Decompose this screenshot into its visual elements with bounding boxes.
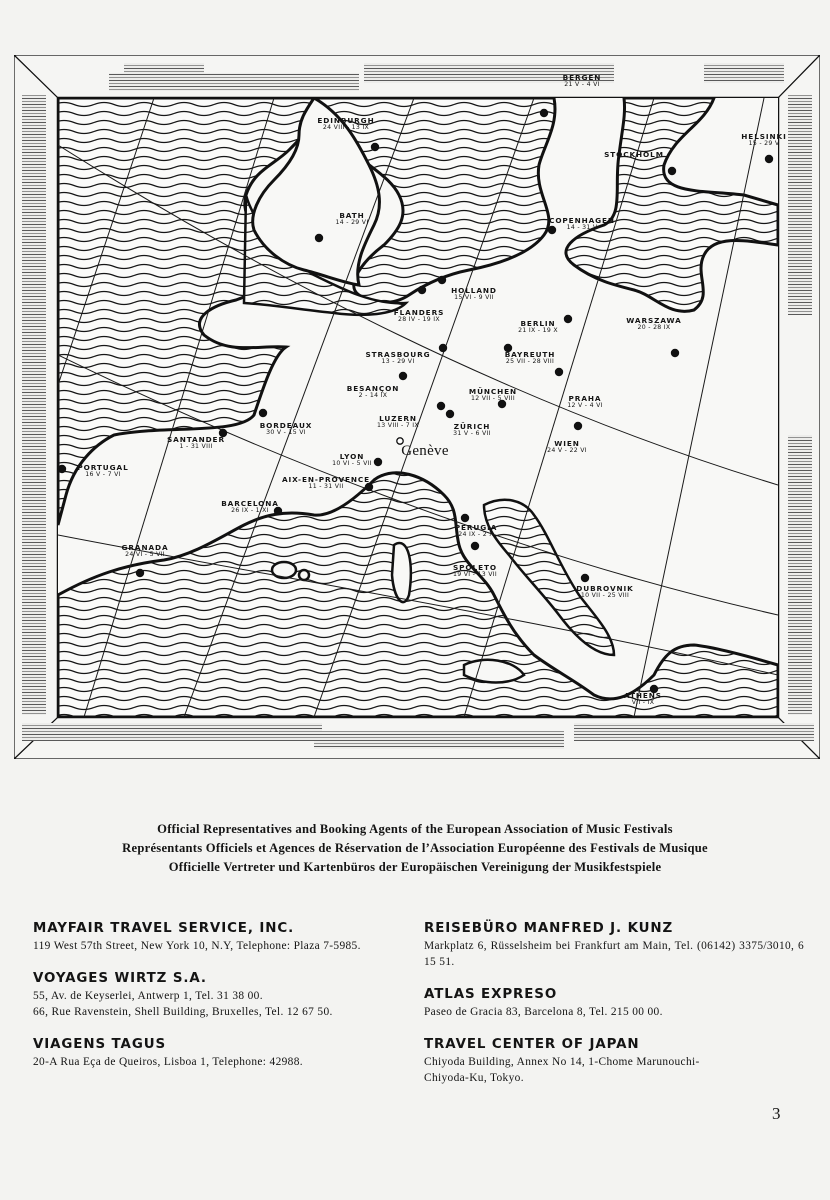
city-name: PRAHA bbox=[568, 394, 602, 403]
agent-name: TRAVEL CENTER OF JAPAN bbox=[424, 1037, 640, 1052]
agent-address-line: Markplatz 6, Rüsselsheim bei Frankfurt am Main, Tel. (06142) 3375/3010, 6 15 51. bbox=[424, 940, 804, 968]
festival-dates: 14 - 29 VI bbox=[335, 218, 369, 226]
city-label-warszawa bbox=[626, 317, 681, 331]
festival-dates: 15 - 29 V bbox=[748, 139, 780, 147]
city-label-geneve bbox=[401, 444, 449, 460]
city-name: PORTUGAL bbox=[77, 463, 129, 472]
agents-left-column bbox=[33, 920, 403, 1086]
festival-dates: 13 - 29 VI bbox=[381, 357, 415, 365]
city-name: SPOLETO bbox=[453, 563, 497, 572]
city-name: STRASBOURG bbox=[365, 350, 431, 359]
city-name: PERUGIA bbox=[454, 523, 498, 532]
city-label-bordeaux bbox=[260, 422, 313, 436]
city-marker-helsinki bbox=[765, 155, 773, 163]
agent-address-line: Paseo de Gracia 83, Barcelona 8, Tel. 215 00 00. bbox=[424, 1006, 663, 1018]
agent-address-line: 66, Rue Ravenstein, Shell Building, Bruxelles, Tel. 12 67 50. bbox=[33, 1006, 333, 1018]
city-name: BAYREUTH bbox=[504, 350, 556, 359]
city-marker-spoleto bbox=[471, 542, 479, 550]
city-marker-portugal bbox=[58, 465, 66, 473]
city-marker-warszawa bbox=[671, 349, 679, 357]
city-label-bath bbox=[336, 212, 369, 226]
city-marker-edinburgh bbox=[371, 143, 379, 151]
agent-name: MAYFAIR TRAVEL SERVICE, INC. bbox=[33, 921, 295, 936]
festival-dates: 12 VII - 5 VIII bbox=[471, 394, 515, 402]
city-label-besancon bbox=[347, 385, 399, 399]
city-name: SANTANDER bbox=[167, 435, 225, 444]
city-label-munchen bbox=[469, 388, 517, 402]
map-graphic bbox=[14, 55, 820, 759]
city-label-stockholm bbox=[604, 151, 664, 159]
page-number: 3 bbox=[772, 1104, 781, 1123]
city-label-copenhagen bbox=[549, 217, 615, 231]
city-marker-berlin bbox=[564, 315, 572, 323]
city-marker-praha bbox=[555, 368, 563, 376]
city-marker-holland bbox=[438, 276, 446, 284]
city-label-spoleto bbox=[453, 564, 497, 578]
agent-name: REISEBÜRO MANFRED J. KUNZ bbox=[424, 921, 674, 936]
heading-german: Officielle Vertreter und Kartenbüros der Europäischen Vereinigung der Musikfestspiele bbox=[168, 860, 662, 874]
festival-dates: 30 V - 15 VI bbox=[266, 428, 306, 436]
festival-dates: 10 VI - 5 VII bbox=[332, 459, 372, 467]
city-name: WIEN bbox=[554, 439, 580, 448]
city-name: FLANDERS bbox=[393, 308, 445, 317]
agent-entry bbox=[424, 986, 804, 1020]
festival-dates: 19 VI - 13 VII bbox=[453, 570, 497, 578]
city-name: STOCKHOLM bbox=[604, 150, 664, 159]
festival-dates: 1 - 31 VIII bbox=[179, 442, 213, 450]
festival-dates: 28 IV - 19 IX bbox=[398, 315, 440, 323]
city-label-athens bbox=[624, 692, 662, 706]
city-marker-besancon bbox=[399, 372, 407, 380]
festival-dates: 24 IX - 2 X bbox=[458, 530, 494, 538]
festival-dates: 2 - 14 IX bbox=[358, 391, 388, 399]
city-name: COPENHAGEN bbox=[549, 216, 615, 225]
city-marker-strasbourg bbox=[439, 344, 447, 352]
city-marker-granada bbox=[136, 569, 144, 577]
festival-dates: 12 V - 4 VI bbox=[567, 401, 603, 409]
city-marker-wien bbox=[574, 422, 582, 430]
agent-entry bbox=[33, 1036, 403, 1070]
agent-entry bbox=[424, 920, 804, 970]
city-marker-perugia bbox=[461, 514, 469, 522]
city-name: BERGEN bbox=[562, 73, 602, 82]
festival-map bbox=[14, 55, 820, 759]
agent-entry bbox=[424, 1036, 804, 1086]
city-name: DUBROVNIK bbox=[576, 584, 634, 593]
agent-entry bbox=[33, 920, 403, 954]
festival-dates: 24 V - 22 VI bbox=[547, 446, 587, 454]
festival-dates: 20 - 28 IX bbox=[637, 323, 671, 331]
agent-address-line: 20-A Rua Eça de Queiros, Lisboa 1, Telephone: 42988. bbox=[33, 1056, 303, 1068]
city-name: AIX-EN-PROVENCE bbox=[281, 475, 371, 484]
agent-name: VOYAGES WIRTZ S.A. bbox=[33, 971, 207, 986]
city-name: ATHENS bbox=[624, 691, 662, 700]
agent-address-line: 55, Av. de Keyserlei, Antwerp 1, Tel. 31 38 00. bbox=[33, 990, 263, 1002]
festival-dates: 10 VII - 25 VIII bbox=[580, 591, 630, 599]
festival-dates: 21 V - 4 VI bbox=[564, 80, 600, 88]
city-name: MÜNCHEN bbox=[468, 387, 518, 396]
festival-dates: 25 VII - 28 VIII bbox=[505, 357, 555, 365]
city-name: ZÜRICH bbox=[453, 422, 491, 431]
agent-address-line: Chiyoda-Ku, Tokyo. bbox=[424, 1072, 524, 1084]
festival-dates: VII - IX bbox=[631, 698, 655, 706]
festival-dates: 31 V - 6 VII bbox=[453, 429, 491, 437]
festival-dates: 14 - 31 V bbox=[566, 223, 598, 231]
festival-dates: 11 - 31 VII bbox=[308, 482, 344, 490]
festival-dates: 26 IX - 1 XI bbox=[231, 506, 269, 514]
city-name: BARCELONA bbox=[221, 499, 279, 508]
city-marker-stockholm bbox=[668, 167, 676, 175]
city-label-bayreuth bbox=[505, 351, 556, 365]
city-label-bergen bbox=[563, 74, 602, 88]
city-name: GRANADA bbox=[121, 543, 169, 552]
city-name: WARSZAWA bbox=[626, 316, 682, 325]
heading-french: Représentants Officiels et Agences de Réservation de l’Association Européenne des Festivals de Musique bbox=[122, 841, 708, 855]
city-label-helsinki bbox=[741, 133, 786, 147]
heading-english: Official Representatives and Booking Agents of the European Association of Music Festivals bbox=[157, 822, 673, 836]
festival-dates: 24 VIII - 13 IX bbox=[322, 123, 370, 131]
city-name: LUZERN bbox=[379, 414, 417, 423]
city-label-santander bbox=[167, 436, 225, 450]
city-label-wien bbox=[547, 440, 587, 454]
city-label-aix bbox=[282, 476, 370, 490]
city-label-lyon bbox=[332, 453, 372, 467]
city-name: EDINBURGH bbox=[317, 116, 375, 125]
island-corsica-sardinia bbox=[392, 543, 411, 602]
agent-entry bbox=[33, 970, 403, 1020]
city-label-strasbourg bbox=[365, 351, 430, 365]
city-name: HELSINKI bbox=[741, 132, 787, 141]
city-marker-dubrovnik bbox=[581, 574, 589, 582]
festival-dates: 15 VI - 9 VII bbox=[454, 293, 494, 301]
festival-dates: 21 IX - 19 X bbox=[518, 326, 558, 334]
city-marker-luzern bbox=[437, 402, 445, 410]
city-marker-lyon bbox=[374, 458, 382, 466]
city-name: HOLLAND bbox=[451, 286, 497, 295]
city-label-flanders bbox=[394, 309, 445, 323]
city-label-barcelona bbox=[221, 500, 279, 514]
city-label-praha bbox=[567, 395, 603, 409]
festival-dates: 24 VI - 5 VII bbox=[125, 550, 165, 558]
city-marker-bath bbox=[315, 234, 323, 242]
agent-name: VIAGENS TAGUS bbox=[33, 1037, 167, 1052]
city-name: BERLIN bbox=[520, 319, 556, 328]
city-label-holland bbox=[451, 287, 497, 301]
agents-heading bbox=[0, 820, 830, 877]
city-label-granada bbox=[121, 544, 168, 558]
city-marker-bergen bbox=[540, 109, 548, 117]
city-marker-flanders bbox=[418, 286, 426, 294]
festival-dates: 16 V - 7 VI bbox=[85, 470, 121, 478]
city-name: BATH bbox=[339, 211, 365, 220]
festival-dates: 13 VIII - 7 IX bbox=[377, 421, 419, 429]
agent-name: ATLAS EXPRESO bbox=[424, 987, 558, 1002]
city-label-berlin bbox=[518, 320, 558, 334]
city-marker-zurich bbox=[446, 410, 454, 418]
agent-address-line: 119 West 57th Street, New York 10, N.Y, Telephone: Plaza 7-5985. bbox=[33, 940, 361, 952]
city-label-perugia bbox=[455, 524, 498, 538]
city-label-portugal bbox=[77, 464, 128, 478]
city-name: LYON bbox=[339, 452, 365, 461]
agents-right-column bbox=[424, 920, 804, 1102]
city-marker-bordeaux bbox=[259, 409, 267, 417]
city-label-dubrovnik bbox=[576, 585, 633, 599]
island-menorca bbox=[299, 570, 309, 580]
agent-address-line: Chiyoda Building, Annex No 14, 1-Chome Marunouchi- bbox=[424, 1056, 700, 1068]
city-name: BORDEAUX bbox=[259, 421, 313, 430]
city-name: BESANÇON bbox=[346, 384, 400, 393]
city-label-luzern bbox=[377, 415, 419, 429]
city-label-edinburgh bbox=[317, 117, 374, 131]
city-name: Genève bbox=[401, 443, 449, 459]
city-label-zurich bbox=[453, 423, 491, 437]
